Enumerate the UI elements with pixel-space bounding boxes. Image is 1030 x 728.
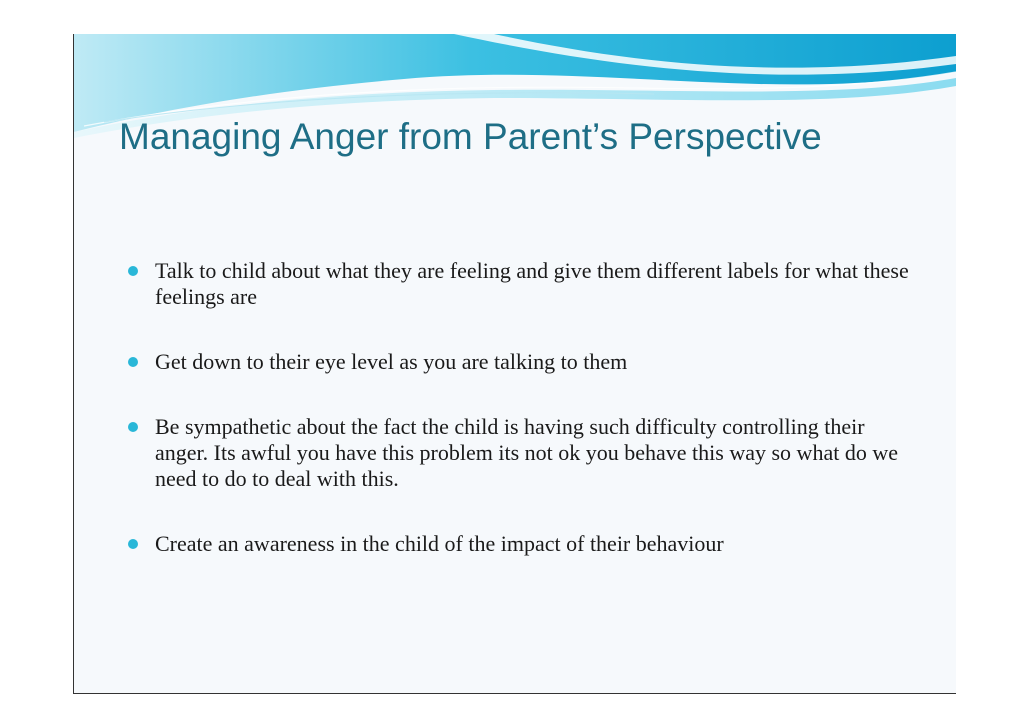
bullet-text: Talk to child about what they are feeling and give them different labels for what these feelings are: [155, 258, 909, 309]
bullet-dot-icon: [128, 357, 138, 367]
bullet-text: Create an awareness in the child of the impact of their behaviour: [155, 531, 724, 556]
bullet-dot-icon: [128, 422, 138, 432]
bullet-dot-icon: [128, 539, 138, 549]
slide: [73, 34, 956, 694]
bullet-item: [119, 349, 919, 375]
bullet-list: [119, 258, 919, 557]
bullet-item: [119, 414, 919, 492]
bullet-item: [119, 531, 919, 557]
slide-title: Managing Anger from Parent’s Perspective: [119, 116, 822, 157]
bullet-text: Be sympathetic about the fact the child is having such difficulty controlling their anger. Its awful you have this problem its not ok you behave this way so what do we need to do to deal with this.: [155, 414, 898, 491]
bullet-item: [119, 258, 919, 310]
bullet-dot-icon: [128, 266, 138, 276]
bullet-text: Get down to their eye level as you are talking to them: [155, 349, 628, 374]
